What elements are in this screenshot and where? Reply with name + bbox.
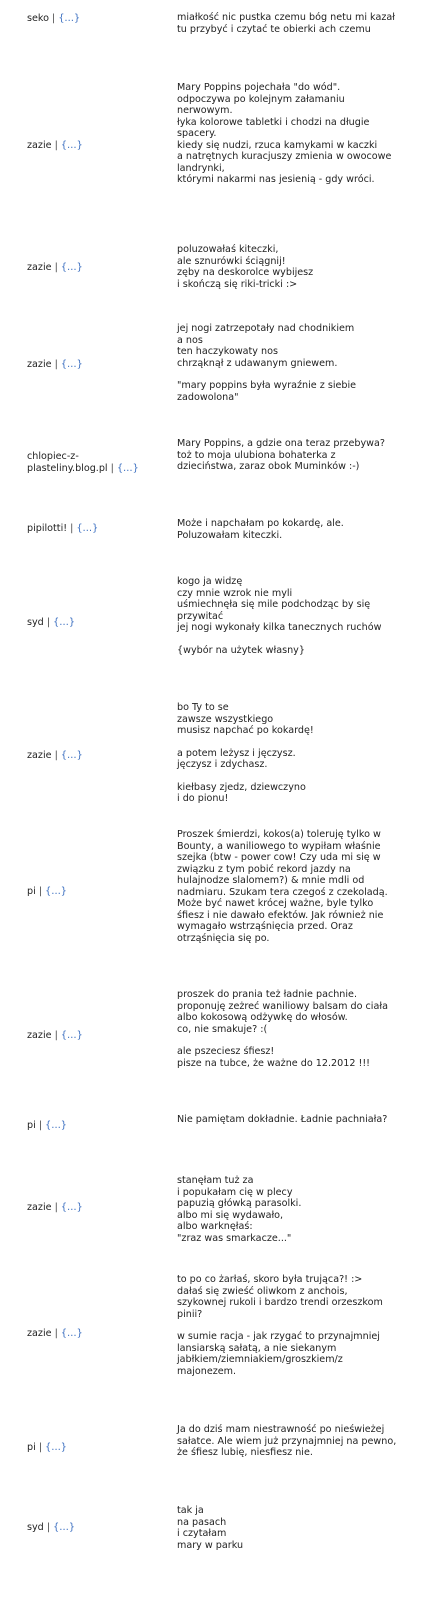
comment-paragraph: kogo ja widzę czy mnie wzrok nie myli uśmiechnęła się mile podchodząc by się przywitać jej nogi wykonały kilka tanecznych ruchów (177, 576, 382, 633)
comment-paragraph: proszek do prania też ładnie pachnie. proponuję zeżreć waniliowy balsam do ciała albo kokosową odżywkę do włosów. co, nie smakuje? :( (177, 989, 388, 1035)
separator: | (43, 1522, 54, 1533)
comment-paragraph: jej nogi zatrzepotały nad chodnikiem a nos ten haczykowaty nos chrząknął z udawanym gniewem. (177, 323, 355, 369)
comment-body (177, 989, 397, 1069)
comment-author-block (27, 1522, 152, 1534)
comment-body (177, 829, 397, 944)
comment-author-name: zazie (27, 750, 52, 761)
comment-body (177, 1175, 397, 1244)
comment-paragraph: Mary Poppins, a gdzie ona teraz przebywa? toż to moja ulubiona bohaterka z dzieciństwa, zaraz obok Muminków :-) (177, 438, 385, 472)
comment-author-block (27, 451, 152, 474)
separator: | (67, 523, 77, 534)
comment-author-name: seko (27, 13, 49, 24)
comment-paragraph: Ja do dziś mam niestrawność po nieświeżej sałatce. Ale wiem już przynajmniej na pewno, że śfiesz lubię, niesfiesz nie. (177, 1424, 400, 1458)
comment-author-block (27, 1120, 152, 1132)
comment-author-name: zazie (27, 140, 52, 151)
comment-author-block (27, 1030, 152, 1042)
comment-author-name: zazie (27, 1202, 52, 1213)
separator: | (35, 1442, 46, 1453)
comment-author-name: pi (27, 886, 36, 897)
comment-paragraph: stanęłam tuż za i popukałam cię w plecy papuzią główką parasolki. albo mi się wydawało, albo warknęłaś: "zraz was smarkacze..." (177, 1175, 302, 1244)
comment-permalink[interactable]: {…} (76, 523, 99, 534)
comment-body (177, 702, 397, 805)
comment-body (177, 518, 397, 541)
separator: | (35, 1120, 46, 1131)
comment-author-block (27, 886, 152, 898)
comment-paragraph: "mary poppins była wyraźnie z siebie zadowolona" (177, 380, 360, 403)
comment-permalink[interactable]: {…} (58, 13, 81, 24)
comment-author-block (27, 140, 152, 152)
comment-paragraph: bo Ty to se zawsze wszystkiego musisz napchać po kokardę! (177, 702, 314, 736)
comment-author-block (27, 1202, 152, 1214)
comment-permalink[interactable]: {…} (60, 359, 83, 370)
comment-paragraph: miałkość nic pustka czemu bóg netu mi kazał tu przybyć i czytać te obierki ach czemu (177, 12, 399, 35)
comment-body (177, 244, 397, 290)
comment-paragraph: {wybór na użytek własny} (177, 644, 305, 656)
comment-body (177, 82, 397, 186)
comment-author-name: zazie (27, 262, 52, 273)
comment-author-name: pipilotti! (27, 523, 68, 534)
comment-body (177, 438, 397, 473)
comment-body (177, 576, 397, 656)
comment-permalink[interactable]: {…} (60, 750, 83, 761)
comment-author-name: chlopiec-z-plasteliny.blog.pl (27, 451, 108, 474)
comment-author-block (27, 617, 152, 629)
comment-author-block (27, 262, 152, 274)
comment-paragraph: w sumie racja - jak rzygać to przynajmniej lansiarską sałatą, a nie siekanym jabłkiem/ziemniakiem/groszkiem/z majonezem. (177, 1331, 384, 1377)
separator: | (43, 617, 54, 628)
separator: | (51, 750, 61, 761)
comment-body (177, 1274, 397, 1377)
comment-author-name: zazie (27, 359, 52, 370)
comment-permalink[interactable]: {…} (60, 262, 83, 273)
comment-permalink[interactable]: {…} (60, 140, 83, 151)
comment-author-block (27, 1328, 152, 1340)
separator: | (51, 140, 61, 151)
separator: | (51, 1030, 61, 1041)
comment-body (177, 1505, 397, 1551)
comment-author-block (27, 750, 152, 762)
comment-body (177, 323, 397, 403)
comment-author-block (27, 1442, 152, 1454)
separator: | (51, 262, 61, 273)
comment-paragraph: kiełbasy zjedz, dziewczyno i do pionu! (177, 781, 306, 804)
comment-body (177, 1424, 400, 1459)
comment-author-block (27, 13, 152, 25)
comment-body (177, 12, 397, 35)
separator: | (51, 1202, 61, 1213)
comment-paragraph: a potem leżysz i jęczysz. jęczysz i zdychasz. (177, 747, 296, 770)
comment-permalink[interactable]: {…} (45, 886, 67, 897)
comment-paragraph: tak ja na pasach i czytałam mary w parku (177, 1505, 244, 1551)
comment-permalink[interactable]: {…} (60, 1328, 83, 1339)
comment-author-block (27, 523, 152, 535)
comment-paragraph: poluzowałaś kiteczki, ale sznurówki ściągnij! zęby na deskorolce wybijesz i skończą się riki-tricki :> (177, 244, 314, 290)
comment-paragraph: Nie pamiętam dokładnie. Ładnie pachniała? (177, 1114, 388, 1125)
separator: | (51, 1328, 61, 1339)
comment-paragraph: Mary Poppins pojechała "do wód". odpoczywa po kolejnym załamaniu nerwowym. łyka kolorowe tabletki i chodzi na długie spacery. kiedy się nudzi, rzuca kamykami w kaczki a natrętnych kuracjuszy zmienia w owocowe landrynki, którymi nakarmi nas jesienią - gdy wróci. (177, 82, 392, 185)
comment-permalink[interactable]: {…} (45, 1120, 67, 1131)
separator: | (35, 886, 46, 897)
comment-permalink[interactable]: {…} (53, 1522, 75, 1533)
comment-paragraph: to po co żarłaś, skoro była trująca?! :> dałaś się zwieść oliwkom z anchois, szykownej rukoli i bardzo trendi orzeszkom pinii? (177, 1274, 383, 1320)
comment-paragraph: Proszek śmierdzi, kokos(a) toleruję tylko w Bounty, a waniliowego to wypiłam właśnie szejka (btw - power cow! Czy uda mi się w związku z tym pobić rekord jazdy na hulajnodze slalomem?) & mnie mdli od nadmiaru. Szukam tera czegoś z czekoladą. Może być nawet krócej ważne, byle tylko śfiesz i nie dawało efektów. Jak również nie wymagało wstrząśnięcia przed. Oraz otrząśnięcia się po. (177, 829, 391, 944)
comment-author-name: syd (27, 1522, 44, 1533)
comment-permalink[interactable]: {…} (45, 1442, 67, 1453)
comment-author-name: pi (27, 1120, 36, 1131)
comment-paragraph: Może i napchałam po kokardę, ale. Poluzowałam kiteczki. (177, 518, 347, 541)
comment-permalink[interactable]: {…} (116, 462, 139, 474)
separator: | (48, 13, 59, 24)
comment-author-block (27, 359, 152, 371)
comment-permalink[interactable]: {…} (60, 1030, 83, 1041)
separator: | (107, 462, 117, 474)
comment-author-name: syd (27, 617, 44, 628)
comment-permalink[interactable]: {…} (53, 617, 75, 628)
separator: | (51, 359, 61, 370)
comment-author-name: zazie (27, 1328, 52, 1339)
comment-paragraph: ale pszeciesz śfiesz! pisze na tubce, że ważne do 12.2012 !!! (177, 1046, 371, 1069)
comment-permalink[interactable]: {…} (60, 1202, 83, 1213)
comment-body (177, 1114, 397, 1126)
comment-author-name: zazie (27, 1030, 52, 1041)
comment-author-name: pi (27, 1442, 36, 1453)
